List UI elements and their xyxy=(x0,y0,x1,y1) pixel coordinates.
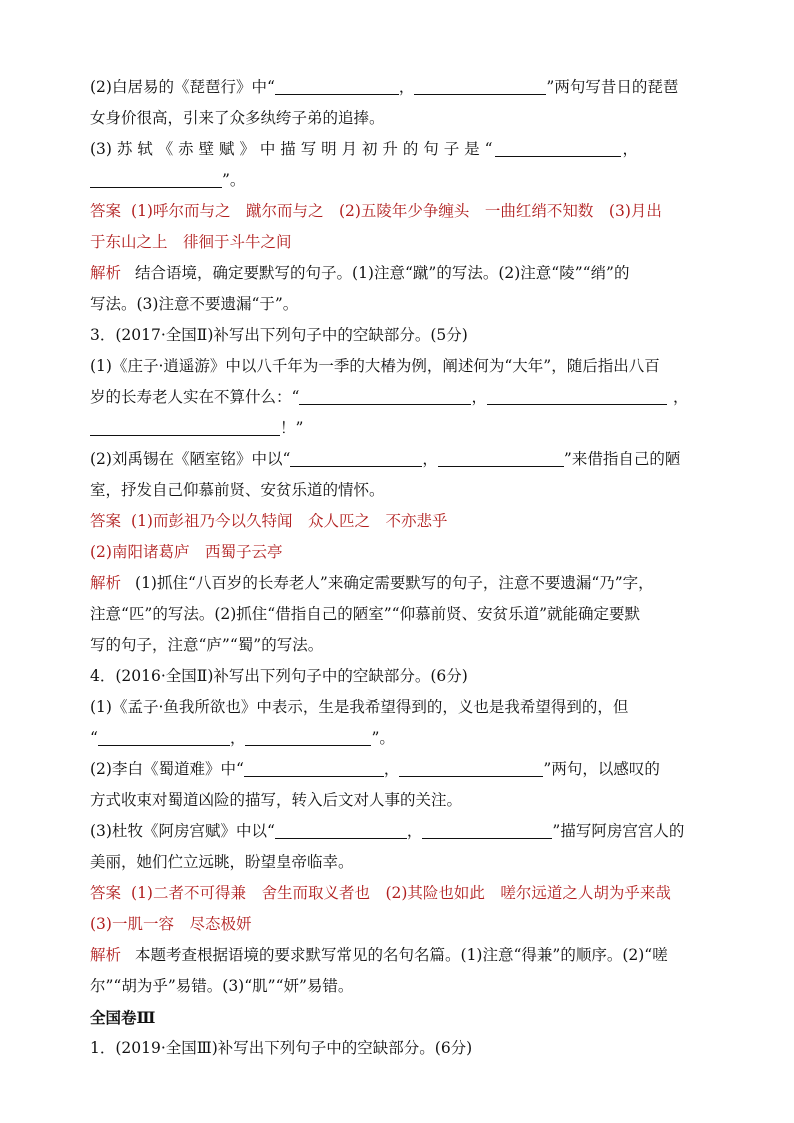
q3-analysis-line3: 写的句子，注意“庐”“蜀”的写法。 xyxy=(90,636,324,654)
section-q1-title: 1．(2019·全国Ⅲ)补写出下列句子中的空缺部分。(6分) xyxy=(90,1039,473,1057)
fill-blank[interactable] xyxy=(98,727,230,746)
analysis-label: 解析 xyxy=(90,946,122,964)
q2-part2-line2: 女身价很高，引来了众多纨绔子弟的追捧。 xyxy=(90,109,385,127)
q2-part2-line1: (2)白居易的《琵琶行》中“ ， ”两句写昔日的琵琶 xyxy=(90,78,679,96)
q4-part2-line2: 方式收束对蜀道凶险的描写，转入后文对人事的关注。 xyxy=(90,791,463,809)
q4-title: 4．(2016·全国Ⅱ)补写出下列句子中的空缺部分。(6分) xyxy=(90,667,468,685)
q3-title: 3．(2017·全国Ⅱ)补写出下列句子中的空缺部分。(5分) xyxy=(90,326,468,344)
fill-blank[interactable] xyxy=(245,727,371,746)
answer-label: 答案 xyxy=(90,884,122,902)
fill-blank[interactable] xyxy=(495,138,621,157)
q3-part2-line2: 室，抒发自己仰慕前贤、安贫乐道的情怀。 xyxy=(90,481,385,499)
q3-part2-line1: (2)刘禹锡在《陋室铭》中以“ ， ”来借指自己的陋 xyxy=(90,450,681,468)
q3-analysis-line1: 解析 (1)抓住“八百岁的长寿老人”来确定需要默写的句子，注意不要遗漏“乃”字， xyxy=(90,574,654,592)
q3-part1-line3: ！” xyxy=(90,413,704,444)
q4-answer-line1: 答案 (1)二者不可得兼 舍生而取义者也 (2)其险也如此 嗟尔远道之人胡为乎来哉 xyxy=(90,884,671,902)
fill-blank[interactable] xyxy=(299,386,471,405)
q4-analysis-line2: 尔”“胡为乎”易错。(3)“肌”“妍”易错。 xyxy=(90,977,354,995)
fill-blank[interactable] xyxy=(399,758,543,777)
fill-blank[interactable] xyxy=(275,76,399,95)
q4-analysis-line1: 解析 本题考查根据语境的要求默写常见的名句名篇。(1)注意“得兼”的顺序。(2)“嗟 xyxy=(90,946,668,964)
fill-blank[interactable] xyxy=(487,386,667,405)
q4-part3-line1: (3)杜牧《阿房宫赋》中以“ ， ”描写阿房宫宫人的 xyxy=(90,822,685,840)
q3-part1-line2: 岁的长寿老人实在不算什么：“ ， ， xyxy=(90,388,689,406)
fill-blank[interactable] xyxy=(244,758,384,777)
fill-blank[interactable] xyxy=(90,169,222,188)
q3-part1-line1: (1)《庄子·逍遥游》中以八千年为一季的大椿为例，阐述何为“大年”，随后指出八百 xyxy=(90,357,660,375)
q2-analysis-line1: 解析 结合语境，确定要默写的句子。(1)注意“蹴”的写法。(2)注意“陵”“绡”的 xyxy=(90,264,630,282)
section-heading: 全国卷Ⅲ xyxy=(90,1008,156,1027)
fill-blank[interactable] xyxy=(438,448,564,467)
fill-blank[interactable] xyxy=(290,448,422,467)
q2-answer-line2: 于东山之上 徘徊于斗牛之间 xyxy=(90,233,292,251)
analysis-label: 解析 xyxy=(90,264,122,282)
fill-blank[interactable] xyxy=(275,820,407,839)
q3-analysis-line2: 注意“匹”的写法。(2)抓住“借指自己的陋室”“仰慕前贤、安贫乐道”就能确定要默 xyxy=(90,605,641,623)
q2-analysis-line2: 写法。(3)注意不要遗漏“于”。 xyxy=(90,295,299,313)
q2-part3-line2: ”。 xyxy=(90,165,704,196)
q4-part1-line2: “ ， ”。 xyxy=(90,729,395,747)
q3-answer-line2: (2)南阳诸葛庐 西蜀子云亭 xyxy=(90,543,283,561)
fill-blank[interactable] xyxy=(90,417,280,436)
q4-part2-line1: (2)李白《蜀道难》中“ ， ”两句，以感叹的 xyxy=(90,760,660,778)
q4-answer-line2: (3)一肌一容 尽态极妍 xyxy=(90,915,252,933)
fill-blank[interactable] xyxy=(414,76,546,95)
fill-blank[interactable] xyxy=(422,820,552,839)
q4-part3-line2: 美丽，她们伫立远眺，盼望皇帝临幸。 xyxy=(90,853,354,871)
analysis-label: 解析 xyxy=(90,574,122,592)
answer-label: 答案 xyxy=(90,202,122,220)
q2-answer-line1: 答案 (1)呼尔而与之 蹴尔而与之 (2)五陵年少争缠头 一曲红绡不知数 (3)月出 xyxy=(90,202,662,220)
q3-answer-line1: 答案 (1)而彭祖乃今以久特闻 众人匹之 不亦悲乎 xyxy=(90,512,448,530)
answer-label: 答案 xyxy=(90,512,122,530)
q4-part1-line1: (1)《孟子·鱼我所欲也》中表示，生是我希望得到的，义也是我希望得到的，但 xyxy=(90,698,629,716)
document-page xyxy=(90,72,704,1064)
q2-part3-line1: (3) 苏 轼 《 赤 壁 赋 》 中 描 写 明 月 初 升 的 句 子 是 “ ， xyxy=(90,140,639,158)
